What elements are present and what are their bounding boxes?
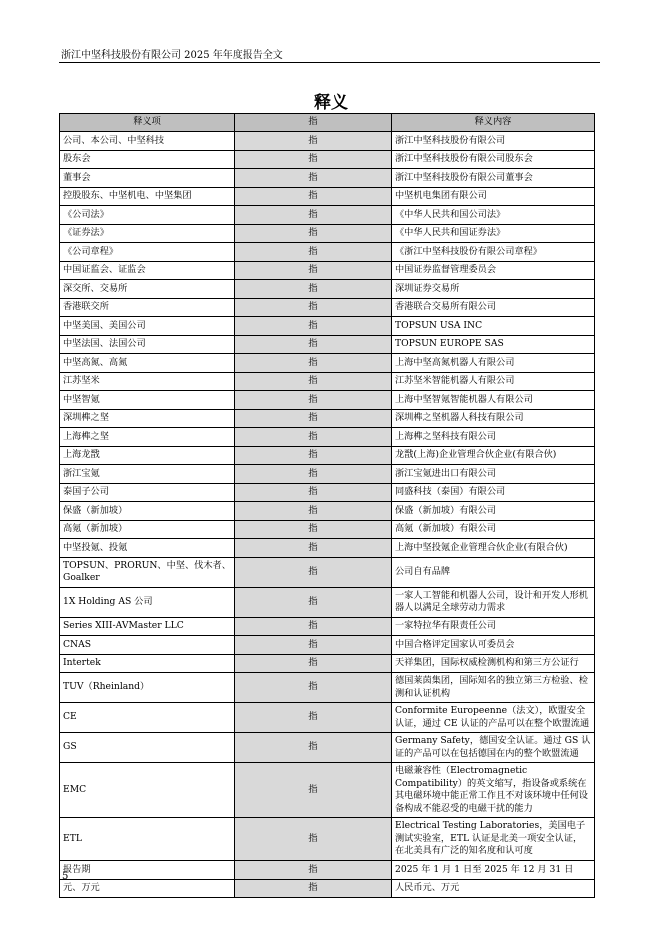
desc-cell: 上海中坚高氮机器人有限公司 [392, 354, 595, 373]
term-cell: CE [60, 703, 235, 733]
header-desc: 释义内容 [392, 114, 595, 132]
desc-cell: 《中华人民共和国公司法》 [392, 206, 595, 225]
term-cell: CNAS [60, 636, 235, 655]
term-cell: 董事会 [60, 169, 235, 188]
term-cell: 中国证监会、证监会 [60, 261, 235, 280]
ref-cell: 指 [235, 861, 392, 880]
table-row [60, 298, 595, 317]
header-term: 释义项 [60, 114, 235, 132]
term-cell: 中坚高氮、高氮 [60, 354, 235, 373]
table-row [60, 280, 595, 299]
desc-cell: 一家人工智能和机器人公司，设计和开发人形机器人以满足全球劳动力需求 [392, 587, 595, 617]
table-row [60, 733, 595, 763]
table-row [60, 587, 595, 617]
desc-cell: 深圳证券交易所 [392, 280, 595, 299]
term-cell: 报告期 [60, 861, 235, 880]
table-row [60, 372, 595, 391]
table-row [60, 409, 595, 428]
ref-cell: 指 [235, 206, 392, 225]
desc-cell: Germany Safety，德国安全认证。通过 GS 认证的产品可以在包括德国在内的整个欧盟流通 [392, 733, 595, 763]
table-row [60, 391, 595, 410]
table-row [60, 539, 595, 558]
term-cell: 《公司法》 [60, 206, 235, 225]
ref-cell: 指 [235, 879, 392, 898]
table-row [60, 224, 595, 243]
ref-cell: 指 [235, 763, 392, 818]
table-row [60, 150, 595, 169]
ref-cell: 指 [235, 520, 392, 539]
ref-cell: 指 [235, 372, 392, 391]
term-cell: 中坚投氪、投氪 [60, 539, 235, 558]
desc-cell: 高氪（新加坡）有限公司 [392, 520, 595, 539]
table-row [60, 818, 595, 861]
ref-cell: 指 [235, 465, 392, 484]
header-ref: 指 [235, 114, 392, 132]
desc-cell: 人民币元、万元 [392, 879, 595, 898]
desc-cell: 上海榫之坚科技有限公司 [392, 428, 595, 447]
desc-cell: Electrical Testing Laboratories，美国电子测试实验室，ETL 认证是北美一项安全认证，在北美具有广泛的知名度和认可度 [392, 818, 595, 861]
ref-cell: 指 [235, 539, 392, 558]
term-cell: EMC [60, 763, 235, 818]
desc-cell: 江苏坚米智能机器人有限公司 [392, 372, 595, 391]
desc-cell: 同盛科技（泰国）有限公司 [392, 483, 595, 502]
term-cell: TUV（Rheinland） [60, 673, 235, 703]
table-header-row [60, 114, 595, 132]
table-row [60, 557, 595, 587]
term-cell: 江苏坚米 [60, 372, 235, 391]
term-cell: 香港联交所 [60, 298, 235, 317]
ref-cell: 指 [235, 280, 392, 299]
ref-cell: 指 [235, 557, 392, 587]
term-cell: 《证券法》 [60, 224, 235, 243]
term-cell: 保盛（新加坡） [60, 502, 235, 521]
ref-cell: 指 [235, 261, 392, 280]
term-cell: 1X Holding AS 公司 [60, 587, 235, 617]
desc-cell: 中国合格评定国家认可委员会 [392, 636, 595, 655]
page-title: 释义 [314, 93, 348, 113]
desc-cell: 天祥集团，国际权威检测机构和第三方公证行 [392, 654, 595, 673]
table-row [60, 636, 595, 655]
table-row [60, 703, 595, 733]
ref-cell: 指 [235, 187, 392, 206]
table-row [60, 261, 595, 280]
desc-cell: TOPSUN EUROPE SAS [392, 335, 595, 354]
desc-cell: 2025 年 1 月 1 日至 2025 年 12 月 31 日 [392, 861, 595, 880]
term-cell: 元、万元 [60, 879, 235, 898]
term-cell: GS [60, 733, 235, 763]
desc-cell: 《中华人民共和国证券法》 [392, 224, 595, 243]
table-row [60, 502, 595, 521]
header-divider [59, 62, 600, 63]
ref-cell: 指 [235, 150, 392, 169]
table-row [60, 861, 595, 880]
desc-cell: 上海中坚智氪智能机器人有限公司 [392, 391, 595, 410]
term-cell: 中坚智氪 [60, 391, 235, 410]
page-number: 5 [62, 871, 69, 882]
term-cell: 股东会 [60, 150, 235, 169]
table-row [60, 446, 595, 465]
ref-cell: 指 [235, 243, 392, 262]
ref-cell: 指 [235, 224, 392, 243]
ref-cell: 指 [235, 132, 392, 151]
term-cell: 上海龙戬 [60, 446, 235, 465]
term-cell: TOPSUN、PRORUN、中坚、伐木者、Goalker [60, 557, 235, 587]
ref-cell: 指 [235, 654, 392, 673]
table-row [60, 428, 595, 447]
desc-cell: 龙戬(上海)企业管理合伙企业(有限合伙) [392, 446, 595, 465]
term-cell: 《公司章程》 [60, 243, 235, 262]
table-row [60, 187, 595, 206]
table-row [60, 243, 595, 262]
ref-cell: 指 [235, 169, 392, 188]
term-cell: 中坚法国、法国公司 [60, 335, 235, 354]
desc-cell: 电磁兼容性（Electromagnetic Compatibility）的英文缩写，指设备或系统在其电磁环境中能正常工作且不对该环境中任何设备构成不能忍受的电磁干扰的能力 [392, 763, 595, 818]
desc-cell: 浙江中坚科技股份有限公司董事会 [392, 169, 595, 188]
desc-cell: 《浙江中坚科技股份有限公司章程》 [392, 243, 595, 262]
table-row [60, 483, 595, 502]
ref-cell: 指 [235, 617, 392, 636]
table-row [60, 354, 595, 373]
term-cell: 公司、本公司、中坚科技 [60, 132, 235, 151]
ref-cell: 指 [235, 502, 392, 521]
ref-cell: 指 [235, 673, 392, 703]
desc-cell: 浙江中坚科技股份有限公司股东会 [392, 150, 595, 169]
ref-cell: 指 [235, 391, 392, 410]
ref-cell: 指 [235, 733, 392, 763]
table-row [60, 317, 595, 336]
term-cell: ETL [60, 818, 235, 861]
definitions-table [59, 113, 595, 898]
term-cell: 上海榫之坚 [60, 428, 235, 447]
term-cell: 浙江宝氪 [60, 465, 235, 484]
desc-cell: 保盛（新加坡）有限公司 [392, 502, 595, 521]
desc-cell: Conformite Europeenne（法文），欧盟安全认证，通过 CE 认证的产品可以在整个欧盟流通 [392, 703, 595, 733]
ref-cell: 指 [235, 446, 392, 465]
term-cell: 深交所、交易所 [60, 280, 235, 299]
table-row [60, 206, 595, 225]
desc-cell: 深圳榫之坚机器人科技有限公司 [392, 409, 595, 428]
ref-cell: 指 [235, 409, 392, 428]
ref-cell: 指 [235, 483, 392, 502]
desc-cell: 中坚机电集团有限公司 [392, 187, 595, 206]
table-row [60, 335, 595, 354]
ref-cell: 指 [235, 428, 392, 447]
ref-cell: 指 [235, 587, 392, 617]
term-cell: 中坚美国、美国公司 [60, 317, 235, 336]
ref-cell: 指 [235, 818, 392, 861]
table-row [60, 465, 595, 484]
desc-cell: 浙江中坚科技股份有限公司 [392, 132, 595, 151]
table-row [60, 169, 595, 188]
ref-cell: 指 [235, 317, 392, 336]
term-cell: 高氪（新加坡） [60, 520, 235, 539]
table-row [60, 673, 595, 703]
table-row [60, 654, 595, 673]
term-cell: Intertek [60, 654, 235, 673]
term-cell: 深圳榫之坚 [60, 409, 235, 428]
desc-cell: 公司自有品牌 [392, 557, 595, 587]
table-row [60, 879, 595, 898]
desc-cell: 一家特拉华有限责任公司 [392, 617, 595, 636]
desc-cell: 上海中坚投氪企业管理合伙企业(有限合伙) [392, 539, 595, 558]
desc-cell: 中国证券监督管理委员会 [392, 261, 595, 280]
ref-cell: 指 [235, 335, 392, 354]
table-row [60, 763, 595, 818]
desc-cell: 香港联合交易所有限公司 [392, 298, 595, 317]
ref-cell: 指 [235, 354, 392, 373]
desc-cell: TOPSUN USA INC [392, 317, 595, 336]
ref-cell: 指 [235, 636, 392, 655]
table-row [60, 520, 595, 539]
term-cell: Series XIII-AVMaster LLC [60, 617, 235, 636]
table-body [60, 132, 595, 898]
desc-cell: 德国莱茵集团，国际知名的独立第三方检验、检测和认证机构 [392, 673, 595, 703]
ref-cell: 指 [235, 298, 392, 317]
report-header: 浙江中坚科技股份有限公司 2025 年年度报告全文 [61, 50, 283, 61]
desc-cell: 浙江宝氪进出口有限公司 [392, 465, 595, 484]
table-row [60, 617, 595, 636]
term-cell: 泰国子公司 [60, 483, 235, 502]
term-cell: 控股股东、中坚机电、中坚集团 [60, 187, 235, 206]
table-row [60, 132, 595, 151]
ref-cell: 指 [235, 703, 392, 733]
